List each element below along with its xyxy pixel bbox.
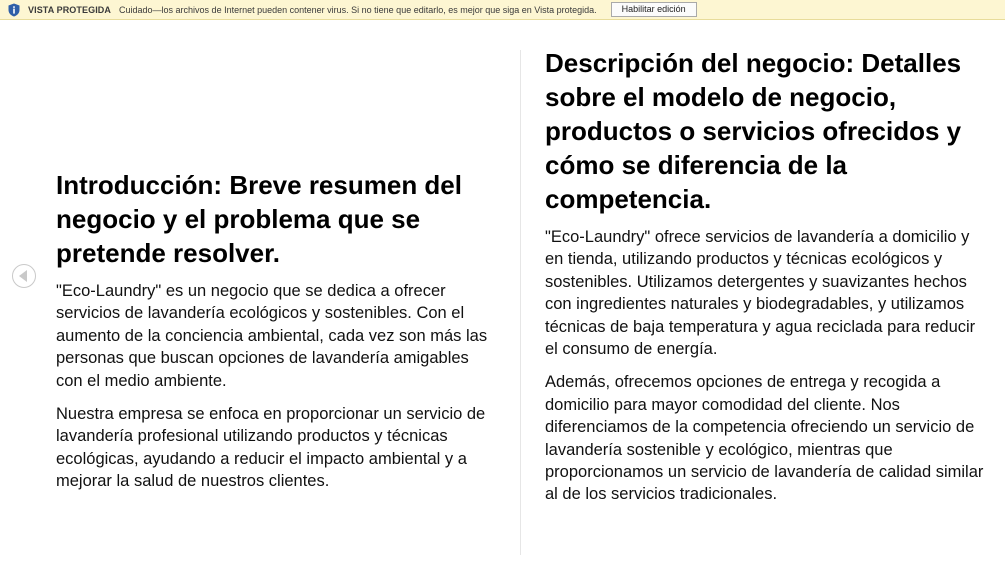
- protected-view-message: Cuidado—los archivos de Internet pueden contener virus. Si no tiene que editarlo, es mejor que siga en Vista protegida.: [119, 4, 597, 15]
- right-page: [545, 46, 990, 517]
- right-page-paragraph: "Eco-Laundry" ofrece servicios de lavandería a domicilio y en tienda, utilizando productos y técnicas ecológicos y sostenibles. Utilizamos detergentes y suavizantes hechos con ingredientes naturales y biodegradables, y utilizamos técnicas de baja temperatura y agua reciclada para reducir el consumo de energía.: [545, 228, 976, 359]
- document-view: [0, 20, 1005, 565]
- right-page-heading: Descripción del negocio: Detalles sobre el modelo de negocio, productos o servicios ofrecidos y cómo se diferencia de la competencia.: [545, 48, 962, 214]
- left-page-paragraph: "Eco-Laundry" es un negocio que se dedica a ofrecer servicios de lavandería ecológicos y sostenibles. Con el aumento de la conciencia ambiental, cada vez son más las personas que buscan opciones de lavandería amigables con el medio ambiente.: [56, 282, 488, 390]
- page-divider: [520, 50, 521, 555]
- chevron-left-icon: [19, 270, 27, 282]
- left-page-heading: Introducción: Breve resumen del negocio y el problema que se pretende resolver.: [56, 170, 462, 268]
- left-page-paragraph: Nuestra empresa se enfoca en proporcionar un servicio de lavandería profesional utilizando productos y técnicas ecológicas, ayudando a reducir el impacto ambiental y a mejorar la salud de nuestros clientes.: [56, 405, 486, 491]
- right-page-paragraph: Además, ofrecemos opciones de entrega y recogida a domicilio para mayor comodidad del cliente. Nos diferenciamos de la competencia ofreciendo un servicio de lavandería sostenible y ecológico, mientras que proporcionamos un servicio de lavandería de calidad similar al de los servicios tradicionales.: [545, 373, 984, 504]
- enable-editing-button[interactable]: Habilitar edición: [611, 2, 697, 17]
- protected-view-bar: [0, 0, 1005, 20]
- left-page: [56, 168, 496, 504]
- previous-page-button[interactable]: [12, 264, 36, 288]
- shield-info-icon: [7, 3, 21, 17]
- protected-view-label: VISTA PROTEGIDA: [28, 4, 112, 15]
